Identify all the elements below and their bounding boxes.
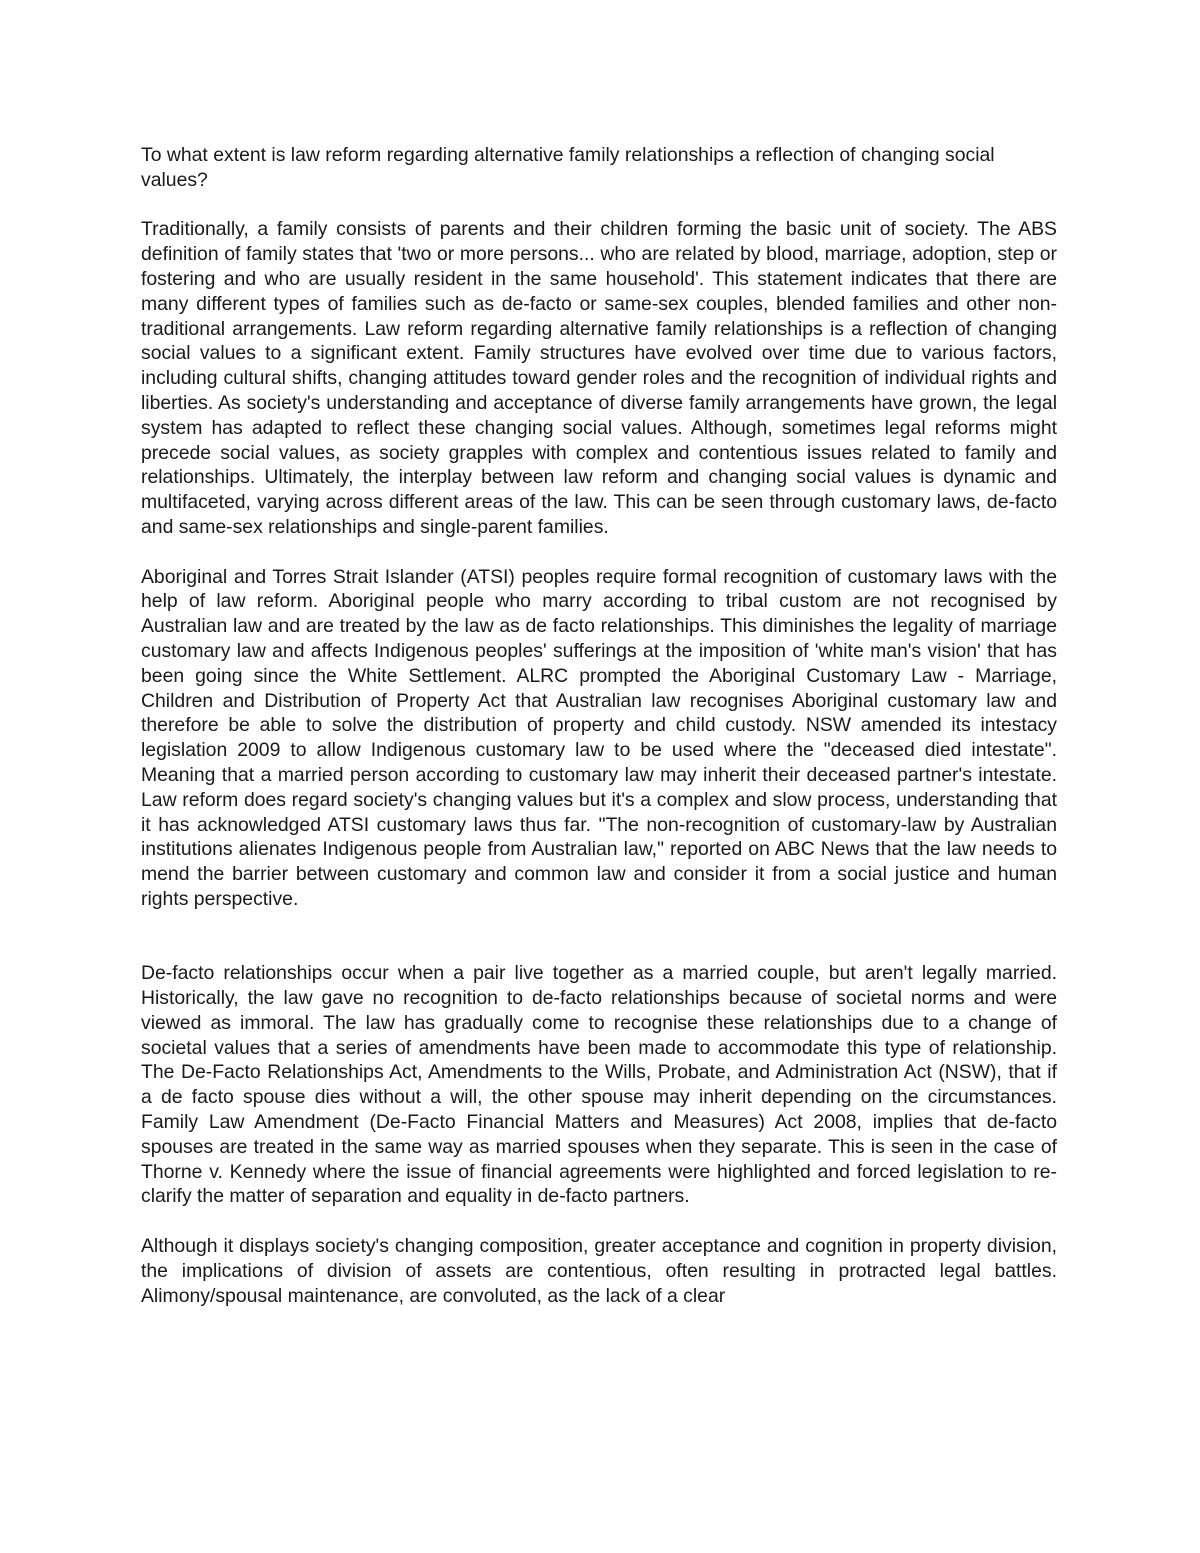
document-body [141,143,1057,1308]
paragraph-customary-law: Aboriginal and Torres Strait Islander (ATSI) peoples require formal recognition of customary laws with the help of law reform. Aboriginal people who marry according to tribal custom are not recognised by Australian law and are treated by the law as de facto relationships. This diminishes the legality of marriage customary law and affects Indigenous peoples' sufferings at the imposition of 'white man's vision' that has been going since the White Settlement. ALRC prompted the Aboriginal Customary Law - Marriage, Children and Distribution of Property Act that Australian law recognises Aboriginal customary law and therefore be able to solve the distribution of property and child custody. NSW amended its intestacy legislation 2009 to allow Indigenous customary law to be used where the "deceased died intestate". Meaning that a married person according to customary law may inherit their deceased partner's intestate. Law reform does regard society's changing values but it's a complex and slow process, understanding that it has acknowledged ATSI customary laws thus far. "The non-recognition of customary-law by Australian institutions alienates Indigenous people from Australian law," reported on ABC News that the law needs to mend the barrier between customary and common law and consider it from a social justice and human rights perspective. [141,565,1057,910]
paragraph-de-facto: De-facto relationships occur when a pair live together as a married couple, but aren't legally married. Historically, the law gave no recognition to de-facto relationships because of societal norms and were viewed as immoral. The law has gradually come to recognise these relationships due to a change of societal values that a series of amendments have been made to accommodate this type of relationship. The De-Facto Relationships Act, Amendments to the Wills, Probate, and Administration Act (NSW), that if a de facto spouse dies without a will, the other spouse may inherit depending on the circumstances. Family Law Amendment (De-Facto Financial Matters and Measures) Act 2008, implies that de-facto spouses are treated in the same way as married spouses when they separate. This is seen in the case of Thorne v. Kennedy where the issue of financial agreements were highlighted and forced legislation to re-clarify the matter of separation and equality in de-facto partners. [141,962,1057,1208]
essay-question: To what extent is law reform regarding alternative family relationships a reflection of changing social values? [141,144,995,191]
paragraph-property-division: Although it displays society's changing composition, greater acceptance and cognition in property division, the implications of division of assets are contentious, often resulting in protracted legal battles. Alimony/spousal maintenance, are convoluted, as the lack of a clear [141,1235,1057,1307]
paragraph-introduction: Traditionally, a family consists of parents and their children forming the basic unit of society. The ABS definition of family states that 'two or more persons... who are related by blood, marriage, adoption, step or fostering and who are usually resident in the same household'. This statement indicates that there are many different types of families such as de-facto or same-sex couples, blended families and other non-traditional arrangements. Law reform regarding alternative family relationships is a reflection of changing social values to a significant extent. Family structures have evolved over time due to various factors, including cultural shifts, changing attitudes toward gender roles and the recognition of individual rights and liberties. As society's understanding and acceptance of diverse family arrangements have grown, the legal system has adapted to reflect these changing social values. Although, sometimes legal reforms might precede social values, as society grapples with complex and contentious issues related to family and relationships. Ultimately, the interplay between law reform and changing social values is dynamic and multifaceted, varying across different areas of the law. This can be seen through customary laws, de-facto and same-sex relationships and single-parent families. [141,218,1057,538]
